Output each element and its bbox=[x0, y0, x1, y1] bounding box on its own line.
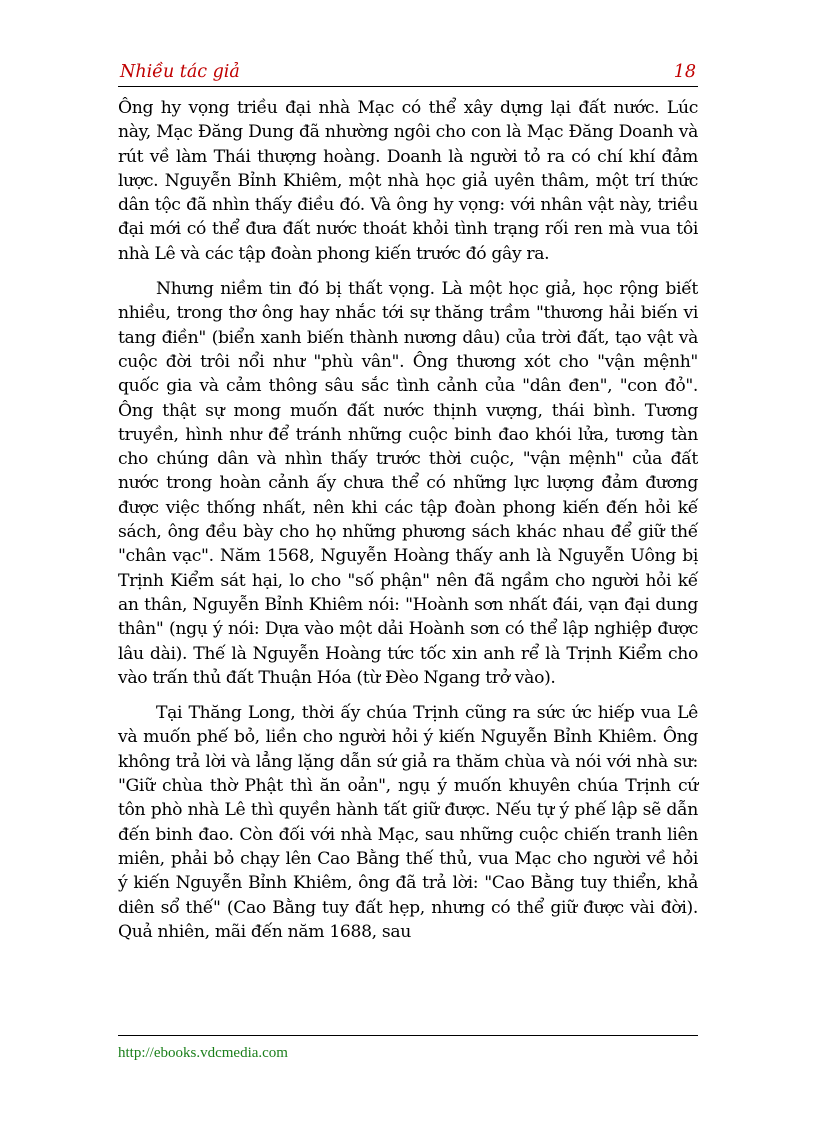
paragraph-3: Tại Thăng Long, thời ấy chúa Trịnh cũng ra sức ức hiếp vua Lê và muốn phế bỏ, liền cho người hỏi ý kiến Nguyễn Bỉnh Khiêm. Ông không trả lời và lẳng lặng dẫn sứ giả ra thăm chùa và nói với nhà sư: "Giữ chùa thờ Phật thì ăn oản", ngụ ý muốn khuyên chúa Trịnh cứ tôn phò nhà Lê thì quyền hành tất giữ được. Nếu tự ý phế lập sẽ dẫn đến binh đao. Còn đối với nhà Mạc, sau những cuộc chiến tranh liên miên, phải bỏ chạy lên Cao Bằng thế thủ, vua Mạc cho người về hỏi ý kiến Nguyễn Bỉnh Khiêm, ông đã trả lời: "Cao Bằng tuy thiển, khả diên sổ thế" (Cao Bằng tuy đất hẹp, nhưng có thể giữ được vài đời). Quả nhiên, mãi đến năm 1688, sau bbox=[118, 703, 698, 942]
page-header bbox=[118, 60, 698, 87]
page-number: 18 bbox=[673, 62, 696, 82]
footer-divider bbox=[118, 1035, 698, 1036]
header-author: Nhiều tác giả bbox=[120, 62, 240, 82]
paragraph-2: Nhưng niềm tin đó bị thất vọng. Là một học giả, học rộng biết nhiều, trong thơ ông hay nhắc tới sự thăng trầm "thương hải biến vi tang điền" (biển xanh biến thành nương dâu) của trời đất, tạo vật và cuộc đời trôi nổi như "phù vân". Ông thương xót cho "vận mệnh" quốc gia và cảm thông sâu sắc tình cảnh của "dân đen", "con đỏ". Ông thật sự mong muốn đất nước thịnh vượng, thái bình. Tương truyền, hình như để tránh những cuộc binh đao khói lửa, tương tàn cho chúng dân và nhìn thấy trước thời cuộc, "vận mệnh" của đất nước trong hoàn cảnh ấy chưa thể có những lực lượng đảm đương được việc thống nhất, nên khi các tập đoàn phong kiến đến hỏi kế sách, ông đều bày cho họ những phương sách khác nhau để giữ thế "chân vạc". Năm 1568, Nguyễn Hoàng thấy anh là Nguyễn Uông bị Trịnh Kiểm sát hại, lo cho "số phận" nên đã ngầm cho người hỏi kế an thân, Nguyễn Bỉnh Khiêm nói: "Hoành sơn nhất đái, vạn đại dung thân" (ngụ ý nói: Dựa vào một dải Hoành sơn có thể lập nghiệp được lâu dài). Thế là Nguyễn Hoàng tức tốc xin anh rể là Trịnh Kiểm cho vào trấn thủ đất Thuận Hóa (từ Đèo Ngang trở vào). bbox=[118, 279, 698, 688]
footer-url[interactable]: http://ebooks.vdcmedia.com bbox=[118, 1045, 288, 1061]
page-body bbox=[118, 96, 698, 955]
paragraph-1: Ông hy vọng triều đại nhà Mạc có thể xây dựng lại đất nước. Lúc này, Mạc Đăng Dung đã nhường ngôi cho con là Mạc Đăng Doanh và rút về làm Thái thượng hoàng. Doanh là người tỏ ra có chí khí đảm lược. Nguyễn Bỉnh Khiêm, một nhà học giả uyên thâm, một trí thức dân tộc đã nhìn thấy điều đó. Và ông hy vọng: với nhân vật này, triều đại mới có thể đưa đất nước thoát khỏi tình trạng rối ren mà vua tôi nhà Lê và các tập đoàn phong kiến trước đó gây ra. bbox=[118, 98, 698, 264]
